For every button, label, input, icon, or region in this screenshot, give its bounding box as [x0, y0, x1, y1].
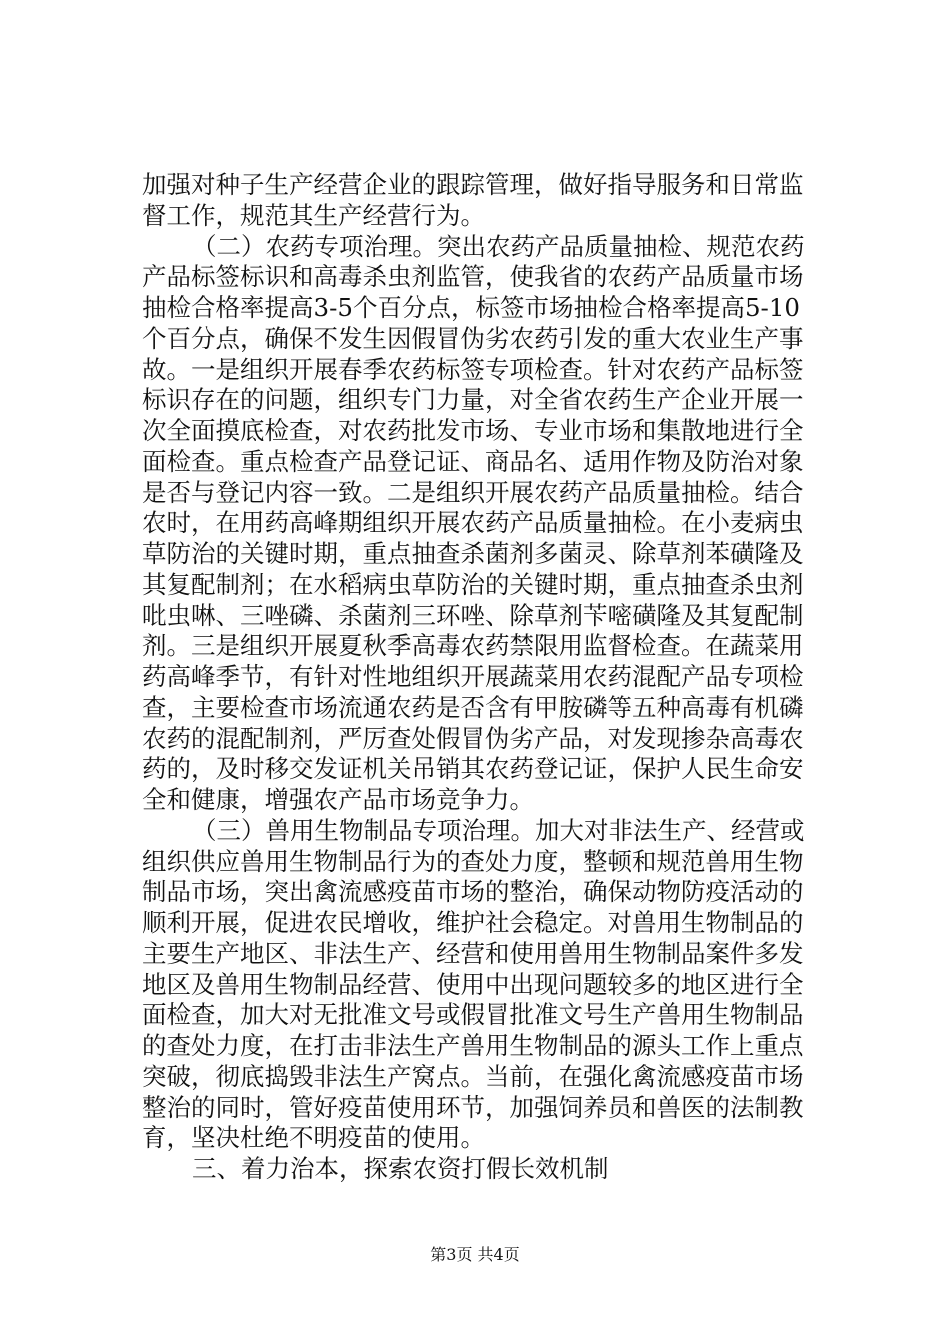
text-line: 是否与登记内容一致。二是组织开展农药产品质量抽检。结合 — [142, 477, 804, 507]
section-heading-line: 三、着力治本，探索农资打假长效机制 — [192, 1154, 609, 1183]
text-line: 全和健康，增强农产品市场竞争力。 — [142, 785, 534, 814]
text-line: 草防治的关键时期，重点抽查杀菌剂多菌灵、除草剂苯磺隆及 — [142, 539, 804, 568]
text-line: 加强对种子生产经营企业的跟踪管理，做好指导服务和日常监 — [142, 170, 804, 199]
text-line: 其复配制剂；在水稻病虫草防治的关键时期，重点抽查杀虫剂 — [142, 569, 804, 599]
text-line: 剂。三是组织开展夏秋季高毒农药禁限用监督检查。在蔬菜用 — [142, 631, 804, 661]
text-line: 地区及兽用生物制品经营、使用中出现问题较多的地区进行全 — [142, 969, 804, 999]
text-line: 面检查。重点检查产品登记证、商品名、适用作物及防治对象 — [142, 446, 804, 476]
section-heading-line: （三）兽用生物制品专项治理。加大对非法生产、经营或 — [192, 815, 805, 845]
text-line: 督工作，规范其生产经营行为。 — [142, 200, 485, 230]
section-heading-line: （二）农药专项治理。突出农药产品质量抽检、规范农药 — [192, 231, 805, 261]
text-line: 育，坚决杜绝不明疫苗的使用。 — [142, 1123, 485, 1153]
text-line: 标识存在的问题，组织专门力量，对全省农药生产企业开展一 — [142, 385, 804, 415]
text-line: 抽检合格率提高3-5个百分点，标签市场抽检合格率提高5-10 — [142, 293, 800, 322]
page-footer — [0, 1244, 950, 1266]
text-line: 药高峰季节，有针对性地组织开展蔬菜用农药混配产品专项检 — [142, 662, 804, 691]
text-line: 故。一是组织开展春季农药标签专项检查。针对农药产品标签 — [142, 354, 804, 384]
text-line: 个百分点，确保不发生因假冒伪劣农药引发的重大农业生产事 — [142, 323, 804, 353]
text-line: 组织供应兽用生物制品行为的查处力度，整顿和规范兽用生物 — [142, 846, 804, 876]
text-line: 顺利开展，促进农民增收，维护社会稳定。对兽用生物制品的 — [142, 908, 804, 937]
text-line: 吡虫啉、三唑磷、杀菌剂三环唑、除草剂苄嘧磺隆及其复配制 — [142, 600, 804, 630]
document-body — [142, 170, 810, 1185]
text-line: 次全面摸底检查，对农药批发市场、专业市场和集散地进行全 — [142, 416, 804, 445]
page-number-label: 第3页 共4页 — [430, 1245, 520, 1264]
text-line: 制品市场，突出禽流感疫苗市场的整治，确保动物防疫活动的 — [142, 877, 804, 907]
text-line: 查，主要检查市场流通农药是否含有甲胺磷等五种高毒有机磷 — [142, 692, 804, 722]
text-line: 药的，及时移交发证机关吊销其农药登记证，保护人民生命安 — [142, 754, 804, 784]
text-line: 整治的同时，管好疫苗使用环节，加强饲养员和兽医的法制教 — [142, 1092, 804, 1122]
text-line: 突破，彻底捣毁非法生产窝点。当前，在强化禽流感疫苗市场 — [142, 1061, 804, 1091]
text-line: 的查处力度，在打击非法生产兽用生物制品的源头工作上重点 — [142, 1031, 804, 1060]
text-line: 面检查，加大对无批准文号或假冒批准文号生产兽用生物制品 — [142, 1000, 804, 1030]
text-line: 产品标签标识和高毒杀虫剂监管，使我省的农药产品质量市场 — [142, 262, 804, 292]
text-line: 农时，在用药高峰期组织开展农药产品质量抽检。在小麦病虫 — [142, 508, 804, 538]
text-line: 农药的混配制剂，严厉查处假冒伪劣产品，对发现掺杂高毒农 — [142, 723, 804, 753]
text-line: 主要生产地区、非法生产、经营和使用兽用生物制品案件多发 — [142, 938, 804, 968]
